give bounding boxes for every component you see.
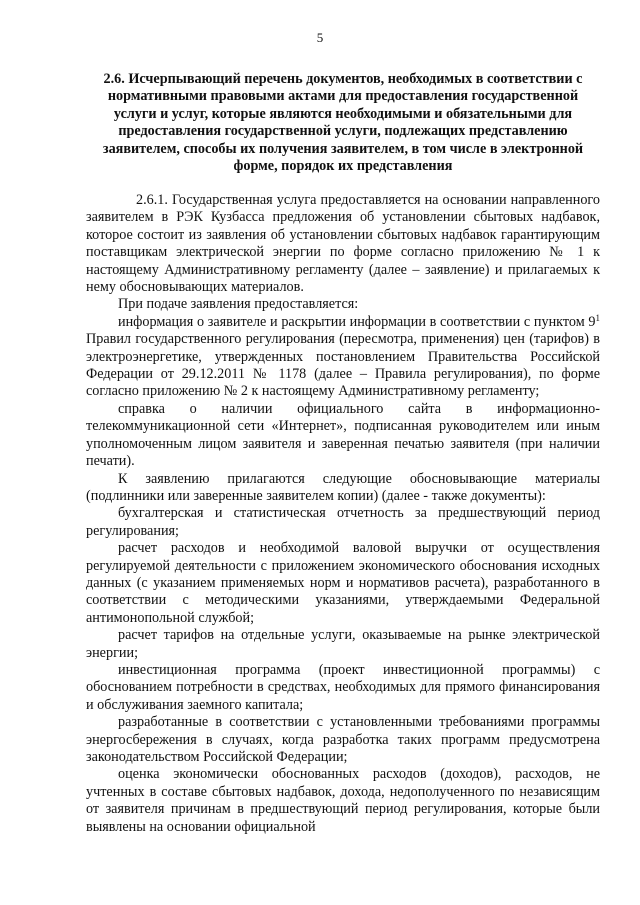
- paragraph-applicant-info-start: информация о заявителе и раскрытии информации в соответствии с пунктом 9: [118, 313, 596, 330]
- paragraph-expense-calculation: расчет расходов и необходимой валовой выручки от осуществления регулируемой деятельности с приложением экономического обоснования исходных данных (с указанием применяемых норм и нормативов расчета), разработанного в соответствии с методическими указаниями, утверждаемыми Федеральной антимонопольной службой;: [86, 540, 600, 626]
- paragraph-energy-saving: разработанные в соответствии с установленными требованиями программы энергосбережения в случаях, когда разработка таких программ предусмотрена законодательством Российской Федерации;: [86, 714, 600, 765]
- paragraph-2-6-1: 2.6.1. Государственная услуга предоставляется на основании направленного заявителем в РЭК Кузбасса предложения об установлении сбытовых надбавок, которое состоит из заявления об установлении сбытовых надбавок гарантирующим поставщикам электрической энергии по форме согласно приложению № 1 к настоящему Административному регламенту (далее – заявление) и прилагаемых к нему обосновывающих материалов.: [86, 192, 600, 296]
- paragraph-expense-assessment: оценка экономически обоснованных расходов (доходов), расходов, не учтенных в составе сбытовых надбавок, дохода, недополученного по независящим от заявителя причинам в предшествующий период регулирования, которые были выявлены на основании официальной: [86, 766, 600, 835]
- paragraph-applicant-info-end: Правил государственного регулирования (пересмотра, применения) цен (тарифов) в электроэнергетике, утвержденных постановлением Правительства Российской Федерации от 29.12.2011 № 1178 (далее – Правила регулирования), по форме согласно приложению № 2 к настоящему Административному регламенту;: [86, 331, 600, 400]
- paragraph-tariff-calculation: расчет тарифов на отдельные услуги, оказываемые на рынке электрической энергии;: [86, 627, 600, 661]
- footnote-superscript: 1: [595, 312, 600, 323]
- paragraph-investment-program: инвестиционная программа (проект инвестиционной программы) с обоснованием потребности в средствах, необходимых для прямого финансирования и обслуживания заемного капитала;: [86, 661, 600, 713]
- section-heading: 2.6. Исчерпывающий перечень документов, необходимых в соответствии с нормативными правовыми актами для предоставления государственной услуги и услуг, которые являются необходимыми и обязательными для предоставления государственной услуги, подлежащих представлению заявителем, способы их получения заявителем, в том числе в электронной форме, порядок их представления: [102, 71, 584, 175]
- page-number: 5: [316, 30, 324, 45]
- paragraph-website-certificate: справка о наличии официального сайта в информационно-телекоммуникационной сети «Интернет», подписанная руководителем или иным уполномоченным лицом заявителя и заверенная печатью заявителя (при наличии печати).: [86, 400, 600, 470]
- paragraph-supporting-materials: К заявлению прилагаются следующие обосновывающие материалы (подлинники или заверенные заявителем копии) (далее - также документы):: [86, 470, 600, 504]
- paragraph-accounting-reports: бухгалтерская и статистическая отчетность за предшествующий период регулирования;: [86, 505, 600, 539]
- paragraph-application-intro: При подаче заявления предоставляется:: [118, 296, 359, 313]
- paragraph-applicant-info: [86, 314, 600, 401]
- document-body: [86, 192, 600, 836]
